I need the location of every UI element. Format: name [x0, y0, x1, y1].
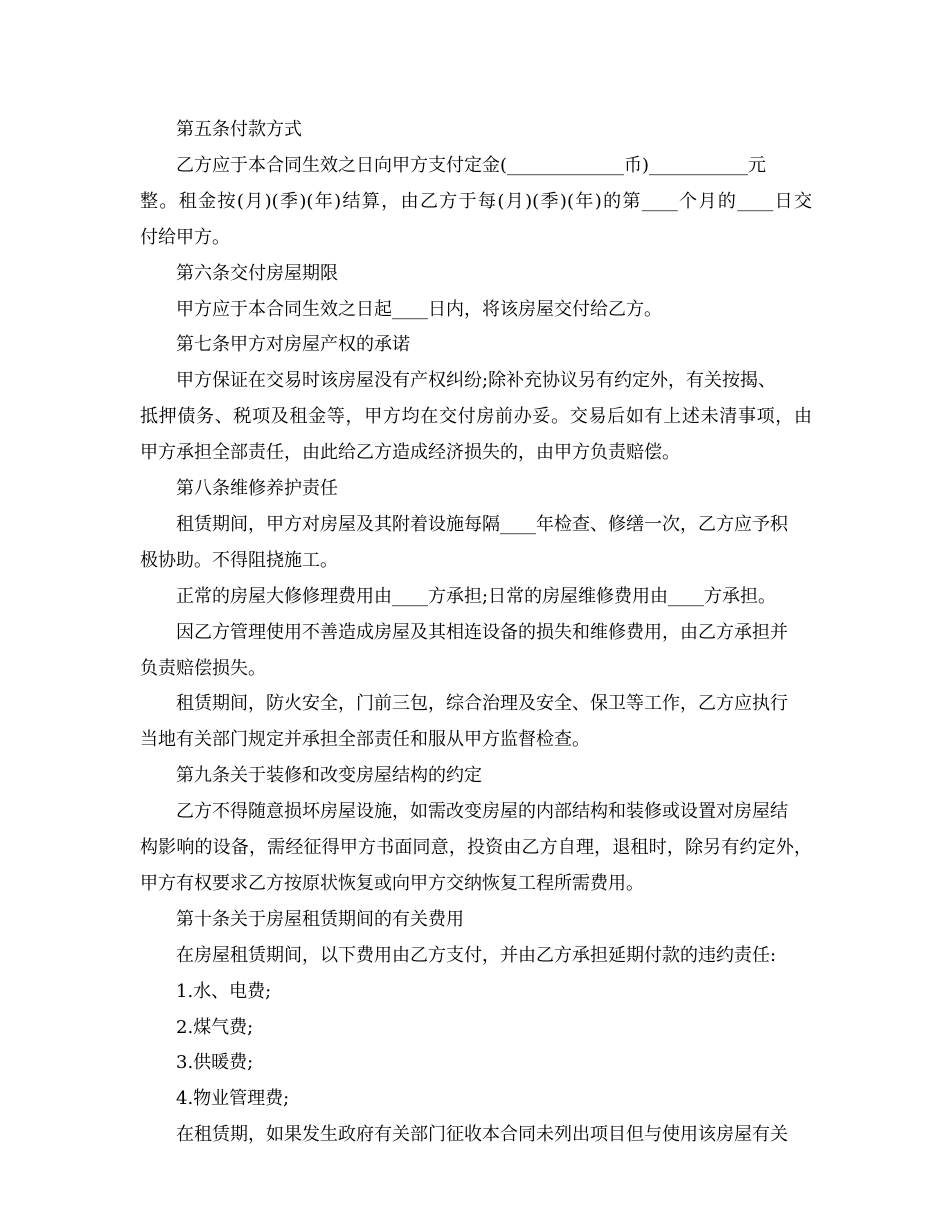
- document-line: 4.物业管理费;: [176, 1088, 290, 1110]
- document-line: 甲方保证在交易时该房屋没有产权纠纷;除补充协议另有约定外，有关按揭、: [176, 370, 777, 392]
- document-line: 第六条交付房屋期限: [176, 262, 338, 284]
- document-line: 第九条关于装修和改变房屋结构的约定: [176, 765, 482, 787]
- document-line: 付给甲方。: [140, 226, 230, 248]
- document-line: 整。租金按(月)(季)(年)结算，由乙方于每(月)(季)(年)的第____个月的____日交: [140, 190, 812, 212]
- document-line: 第十条关于房屋租赁期间的有关费用: [176, 908, 464, 930]
- document-line: 3.供暖费;: [176, 1052, 254, 1074]
- document-line: 第八条维修养护责任: [176, 478, 338, 499]
- document-line: 甲方应于本合同生效之日起____日内，将该房屋交付给乙方。: [176, 298, 662, 320]
- document-line: 当地有关部门规定并承担全部责任和服从甲方监督检查。: [140, 729, 590, 751]
- document-line: 极协助。不得阻挠施工。: [140, 549, 338, 571]
- document-line: 甲方承担全部责任，由此给乙方造成经济损失的，由甲方负责赔偿。: [140, 442, 680, 464]
- document-line: 乙方不得随意损坏房屋设施，如需改变房屋的内部结构和装修或设置对房屋结: [176, 801, 788, 823]
- document-line: 甲方有权要求乙方按原状恢复或向甲方交纳恢复工程所需费用。: [140, 872, 644, 894]
- document-line: 乙方应于本合同生效之日向甲方支付定金(_____________币)___________元: [176, 154, 767, 176]
- document-line: 因乙方管理使用不善造成房屋及其相连设备的损失和维修费用，由乙方承担并: [176, 621, 788, 643]
- document-line: 构影响的设备，需经征得甲方书面同意，投资由乙方自理，退租时，除另有约定外，: [140, 837, 812, 858]
- document-line: 第七条甲方对房屋产权的承诺: [176, 334, 410, 356]
- document-line: 1.水、电费;: [176, 980, 272, 1002]
- document-line: 在房屋租赁期间，以下费用由乙方支付，并由乙方承担延期付款的违约责任:: [176, 944, 777, 966]
- document-line: 抵押债务、税项及租金等，甲方均在交付房前办妥。交易后如有上述未清事项，由: [140, 406, 812, 428]
- document-line: 租赁期间，防火安全，门前三包，综合治理及安全、保卫等工作，乙方应执行: [176, 693, 788, 715]
- document-line: 负责赔偿损失。: [140, 657, 266, 679]
- document-line: 第五条付款方式: [176, 119, 302, 140]
- document-line: 租赁期间，甲方对房屋及其附着设施每隔____年检查、修缮一次，乙方应予积: [176, 513, 788, 535]
- document-line: 在租赁期，如果发生政府有关部门征收本合同未列出项目但与使用该房屋有关: [176, 1124, 788, 1146]
- document-line: 2.煤气费;: [176, 1016, 254, 1038]
- document-line: 正常的房屋大修修理费用由____方承担;日常的房屋维修费用由____方承担。: [176, 585, 777, 607]
